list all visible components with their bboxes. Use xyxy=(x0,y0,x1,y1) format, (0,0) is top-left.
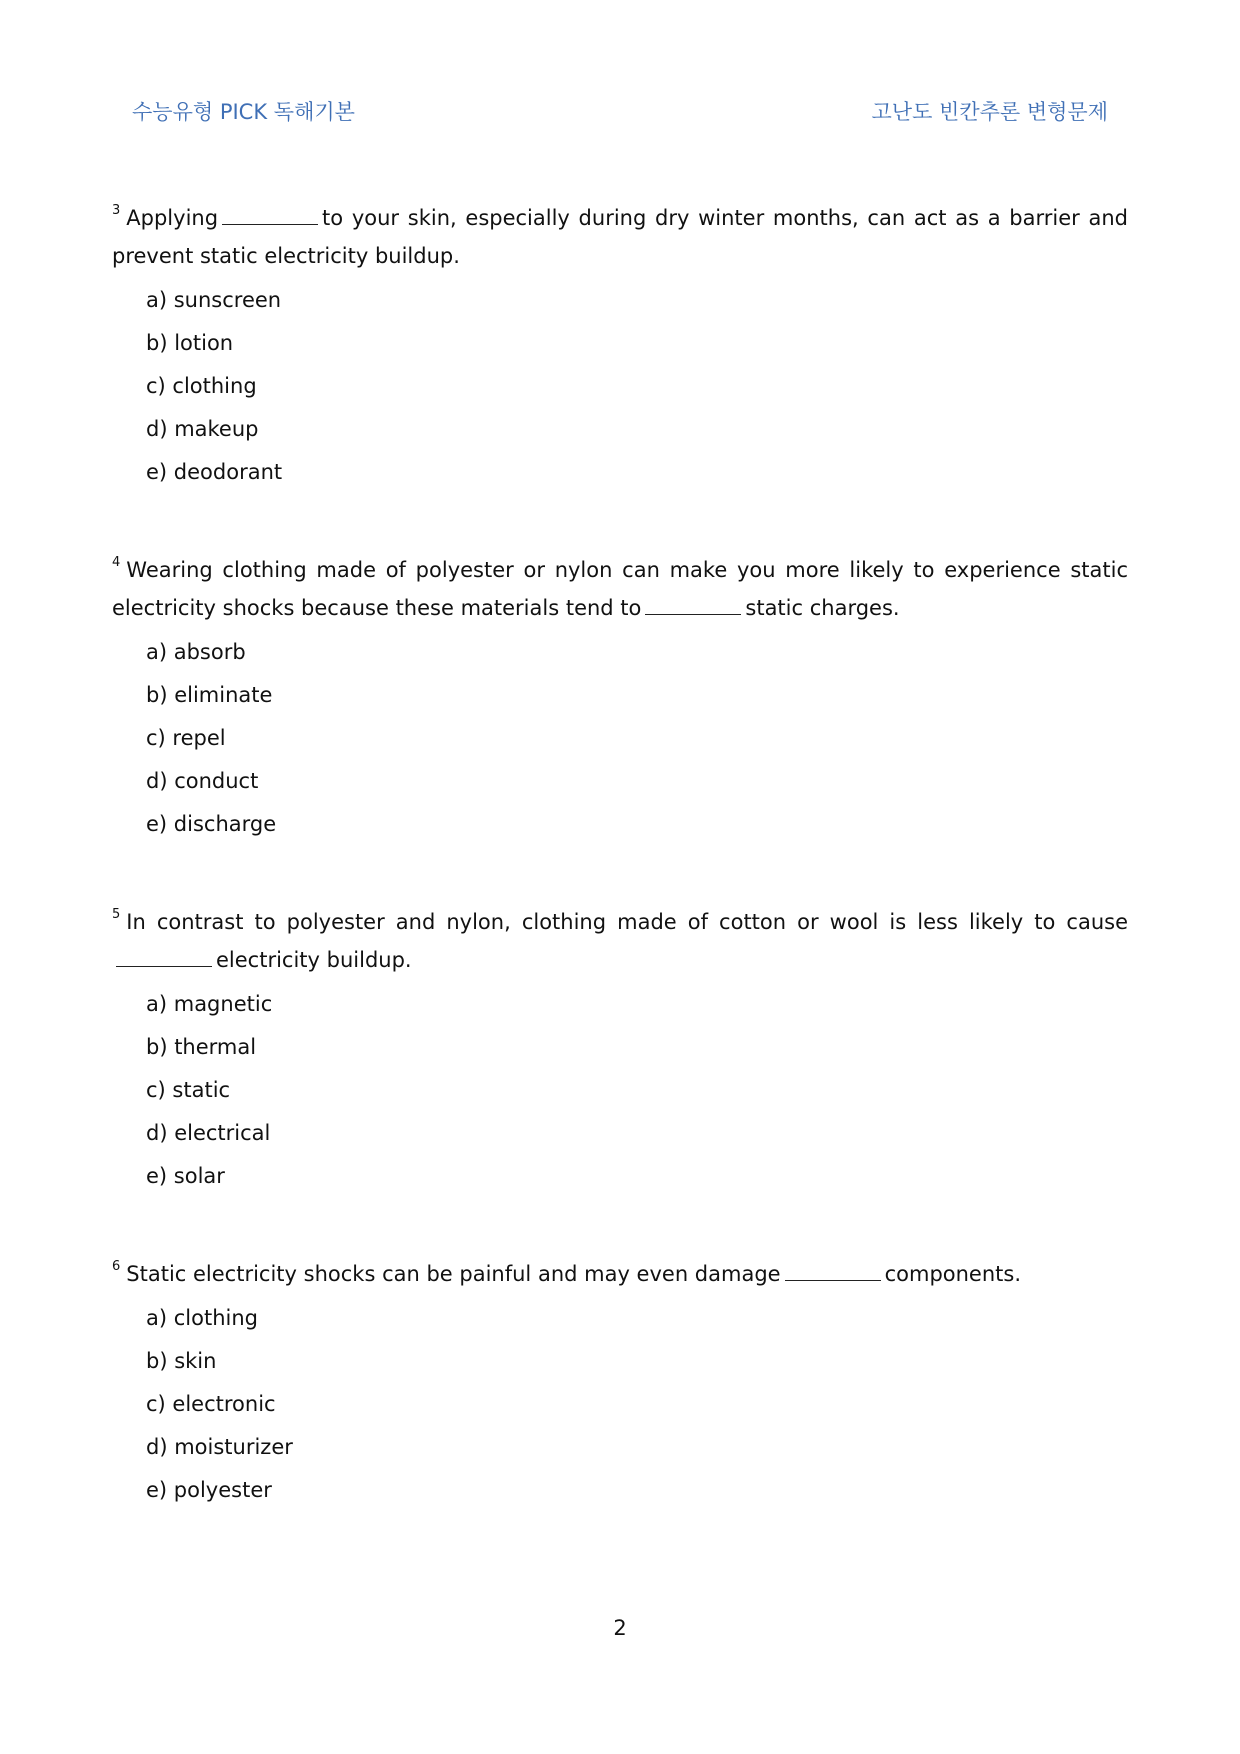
option-c: c) electronic xyxy=(146,1392,276,1416)
answer-blank xyxy=(222,210,318,225)
stem-text-after: static charges. xyxy=(745,596,900,620)
option-list xyxy=(112,631,1128,846)
question-stem xyxy=(112,896,1128,979)
question-stem xyxy=(112,1248,1128,1293)
option-b: b) lotion xyxy=(146,331,234,355)
option-d: d) makeup xyxy=(146,417,259,441)
question-number: 4 xyxy=(112,555,121,570)
option-e: e) solar xyxy=(146,1164,225,1188)
question-list xyxy=(112,192,1128,1562)
option-d: d) conduct xyxy=(146,769,259,793)
question-5 xyxy=(112,896,1128,1198)
question-number: 5 xyxy=(112,907,121,922)
answer-blank xyxy=(116,952,212,967)
header-book-title: 수능유형 PICK 독해기본 xyxy=(132,100,355,124)
question-number: 6 xyxy=(112,1259,121,1274)
option-e: e) polyester xyxy=(146,1478,272,1502)
answer-blank xyxy=(645,600,741,615)
option-b: b) skin xyxy=(146,1349,217,1373)
answer-blank xyxy=(785,1266,881,1281)
option-list xyxy=(112,983,1128,1198)
option-a: a) magnetic xyxy=(146,992,273,1016)
stem-text-after: components. xyxy=(884,1262,1022,1286)
question-6 xyxy=(112,1248,1128,1512)
stem-text-after: electricity buildup. xyxy=(216,948,412,972)
question-stem xyxy=(112,192,1128,275)
option-a: a) absorb xyxy=(146,640,246,664)
option-d: d) electrical xyxy=(146,1121,271,1145)
option-c: c) clothing xyxy=(146,374,257,398)
page-header xyxy=(132,96,1108,126)
stem-text-before: Applying xyxy=(126,206,219,230)
option-e: e) deodorant xyxy=(146,460,283,484)
option-b: b) eliminate xyxy=(146,683,273,707)
option-b: b) thermal xyxy=(146,1035,257,1059)
stem-text-before: In contrast to polyester and nylon, clothing made of cotton or wool is less likely to cause xyxy=(126,910,1128,934)
option-a: a) sunscreen xyxy=(146,288,282,312)
option-list xyxy=(112,279,1128,494)
page-number: 2 xyxy=(613,1616,627,1640)
option-a: a) clothing xyxy=(146,1306,258,1330)
option-c: c) static xyxy=(146,1078,231,1102)
option-c: c) repel xyxy=(146,726,226,750)
stem-text-after: to your skin, especially during dry winter months, can act as a barrier and prevent static electricity buildup. xyxy=(112,206,1128,268)
question-4 xyxy=(112,544,1128,846)
question-number: 3 xyxy=(112,203,121,218)
stem-text-before: Wearing clothing made of polyester or nylon can make you more likely to experience static electricity shocks because these materials tend to xyxy=(112,558,1128,620)
header-section-title: 고난도 빈칸추론 변형문제 xyxy=(871,100,1108,124)
question-3 xyxy=(112,192,1128,494)
option-list xyxy=(112,1297,1128,1512)
option-d: d) moisturizer xyxy=(146,1435,293,1459)
stem-text-before: Static electricity shocks can be painful and may even damage xyxy=(126,1262,781,1286)
question-stem xyxy=(112,544,1128,627)
option-e: e) discharge xyxy=(146,812,277,836)
